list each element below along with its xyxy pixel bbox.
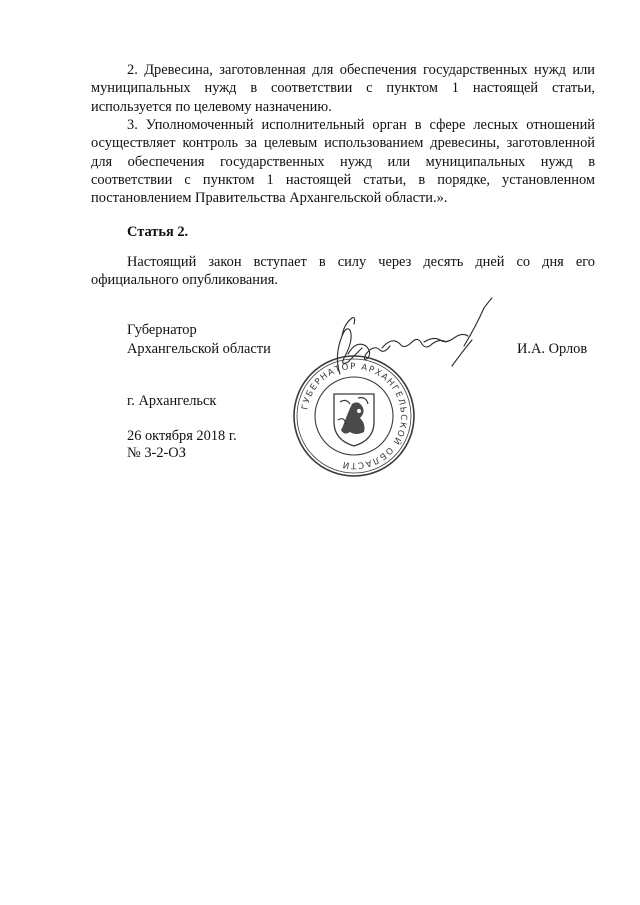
- law-number: № 3-2-ОЗ: [127, 445, 186, 461]
- svg-text:ГУБЕРНАТОР АРХАНГЕЛЬСКОЙ ОБЛАС: ГУБЕРНАТОР АРХАНГЕЛЬСКОЙ ОБЛАСТИ: [300, 361, 409, 471]
- handwritten-signature: [322, 296, 494, 380]
- paragraph-item-3: 3. Уполномоченный исполнительный орган в сфере лесных отношений осуществляет контроль за целевым использованием древесины, заготовленной для обеспечения государственных нужд или муниципальных нужд в соответствии с пунктом 1 настоящей статьи, в порядке, установленном постановлением Правительства Архангельской области.».: [91, 117, 595, 207]
- date-line: 26 октября 2018 г.: [127, 428, 237, 444]
- article-2-text: Настоящий закон вступает в силу через десять дней со дня его официального опубликования.: [91, 254, 595, 289]
- signer-name: И.А. Орлов: [517, 341, 588, 357]
- governor-region: Архангельской области: [127, 341, 271, 357]
- city-line: г. Архангельск: [127, 393, 217, 409]
- paragraph-item-2: 2. Древесина, заготовленная для обеспечения государственных нужд или муниципальных нужд в соответствии с пунктом 1 настоящей статьи, используется по целевому назначению.: [91, 62, 595, 115]
- governor-title: Губернатор: [127, 322, 197, 338]
- article-2-heading: Статья 2.: [127, 224, 189, 240]
